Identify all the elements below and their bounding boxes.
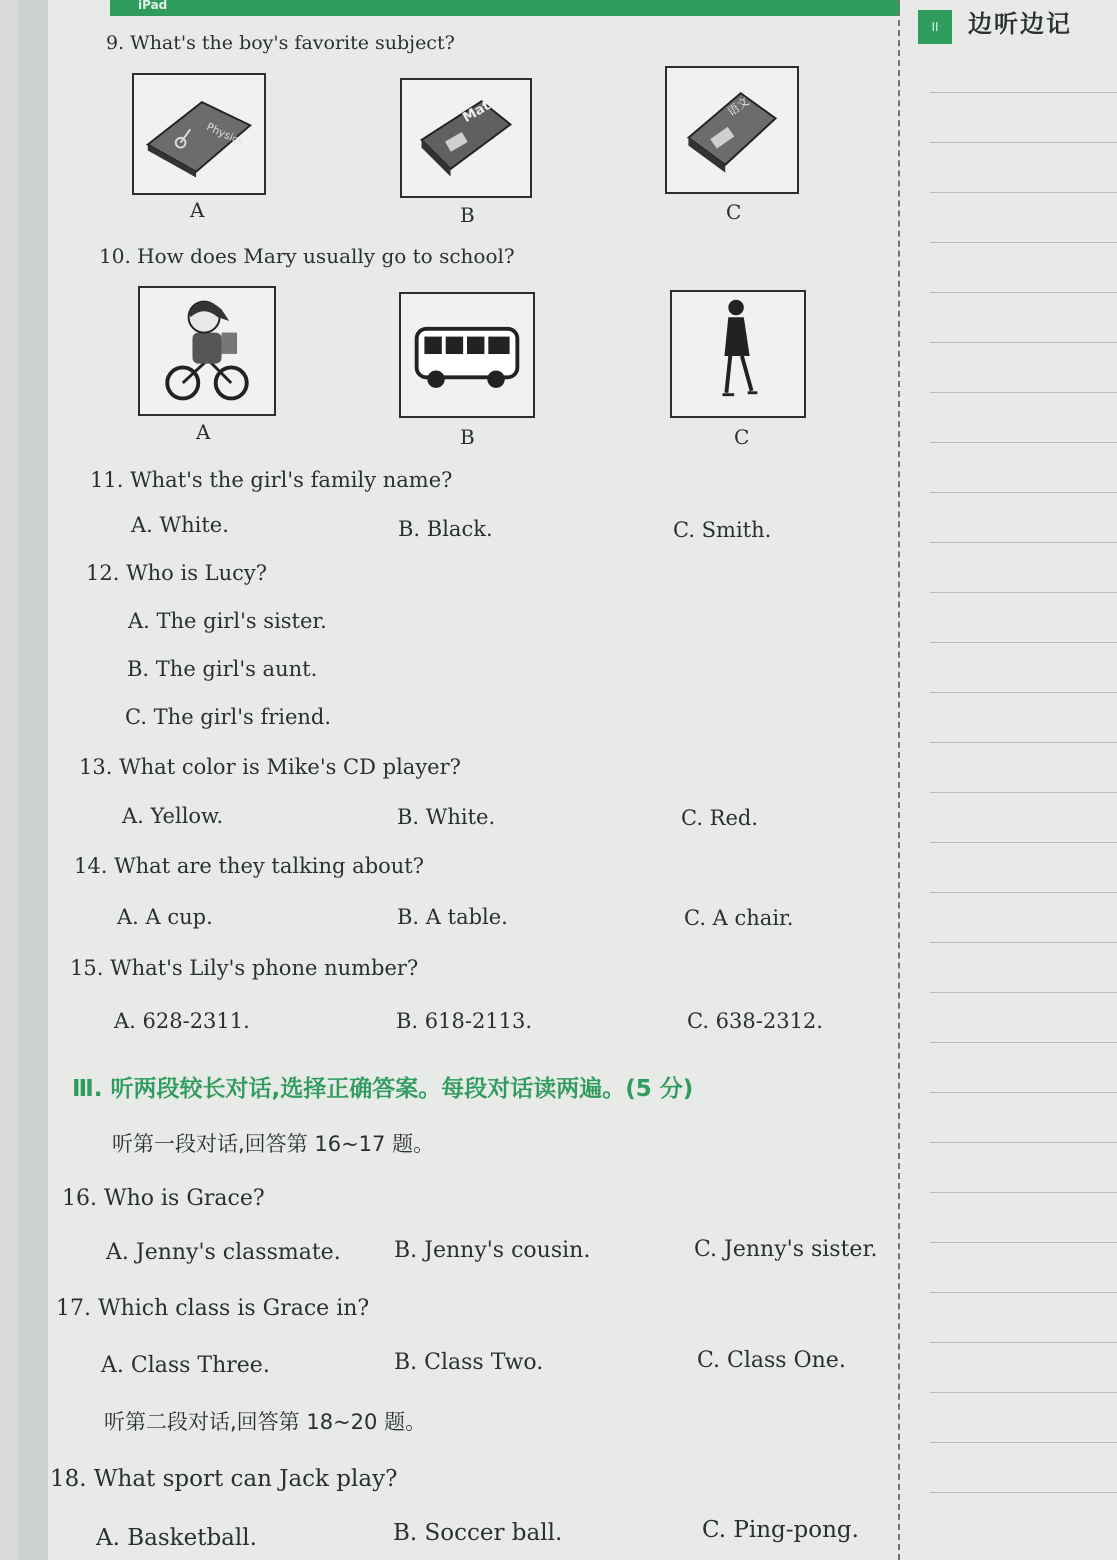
note-line xyxy=(930,242,1117,243)
q14-option-c: C. A chair. xyxy=(684,906,794,930)
note-line xyxy=(930,92,1117,93)
chinese-book-icon xyxy=(667,68,797,192)
q16-option-a: A. Jenny's classmate. xyxy=(106,1240,341,1265)
section-3-title: Ⅲ. 听两段较长对话,选择正确答案。每段对话读两遍。(5 分) xyxy=(72,1076,694,1102)
q17-option-b: B. Class Two. xyxy=(394,1350,544,1375)
q12-option-b: B. The girl's aunt. xyxy=(127,657,318,681)
note-line xyxy=(930,1042,1117,1043)
note-line xyxy=(930,692,1117,693)
q18-option-a: A. Basketball. xyxy=(96,1525,257,1551)
device-label: iPad xyxy=(138,0,168,12)
notes-header xyxy=(918,4,1117,42)
q13-option-b: B. White. xyxy=(397,805,496,829)
note-line xyxy=(930,1092,1117,1093)
note-line xyxy=(930,1142,1117,1143)
question-10: 10. How does Mary usually go to school? xyxy=(99,244,515,268)
question-17: 17. Which class is Grace in? xyxy=(56,1296,370,1321)
q17-option-a: A. Class Three. xyxy=(101,1353,270,1378)
note-line xyxy=(930,742,1117,743)
note-line xyxy=(930,1292,1117,1293)
note-line xyxy=(930,992,1117,993)
question-18: 18. What sport can Jack play? xyxy=(50,1466,398,1492)
q9-option-b-picture xyxy=(400,78,532,198)
q12-option-c: C. The girl's friend. xyxy=(125,705,332,729)
question-12: 12. Who is Lucy? xyxy=(86,561,268,585)
q9-label-c: C xyxy=(726,200,742,224)
question-13: 13. What color is Mike's CD player? xyxy=(79,755,461,779)
q10-option-a-picture xyxy=(138,286,276,416)
page-gutter xyxy=(18,0,48,1560)
walking-person-icon xyxy=(672,292,804,416)
math-book-title: Math xyxy=(460,92,502,126)
q15-option-a: A. 628-2311. xyxy=(114,1009,250,1033)
q10-option-b-picture xyxy=(399,292,535,418)
q12-option-a: A. The girl's sister. xyxy=(128,609,327,633)
q10-option-c-picture xyxy=(670,290,806,418)
question-16: 16. Who is Grace? xyxy=(62,1186,265,1211)
note-line xyxy=(930,642,1117,643)
math-book-icon xyxy=(402,80,530,196)
note-line xyxy=(930,1192,1117,1193)
q15-option-b: B. 618-2113. xyxy=(396,1009,533,1033)
note-line xyxy=(930,592,1117,593)
question-14: 14. What are they talking about? xyxy=(74,854,424,878)
q14-option-a: A. A cup. xyxy=(117,905,213,929)
section-3-part-1: 听第一段对话,回答第 16~17 题。 xyxy=(112,1132,435,1156)
question-15: 15. What's Lily's phone number? xyxy=(70,956,419,980)
header-bar xyxy=(110,0,900,16)
note-line xyxy=(930,342,1117,343)
note-line xyxy=(930,1342,1117,1343)
q9-option-c-picture xyxy=(665,66,799,194)
note-line xyxy=(930,292,1117,293)
worksheet-page xyxy=(18,0,1117,1560)
q18-option-c: C. Ping-pong. xyxy=(702,1517,859,1543)
note-line xyxy=(930,1392,1117,1393)
physics-book-icon xyxy=(134,75,264,193)
note-line xyxy=(930,442,1117,443)
note-line xyxy=(930,792,1117,793)
notes-badge: II xyxy=(918,10,952,44)
note-line xyxy=(930,1442,1117,1443)
q16-option-b: B. Jenny's cousin. xyxy=(394,1238,591,1263)
note-line xyxy=(930,1242,1117,1243)
note-line xyxy=(930,192,1117,193)
q11-option-b: B. Black. xyxy=(398,517,493,541)
girl-riding-bike-icon xyxy=(140,288,274,414)
note-line xyxy=(930,492,1117,493)
section-3-part-2: 听第二段对话,回答第 18~20 题。 xyxy=(104,1410,427,1434)
question-11: 11. What's the girl's family name? xyxy=(90,468,453,492)
q13-option-c: C. Red. xyxy=(681,806,759,830)
note-line xyxy=(930,892,1117,893)
q18-option-b: B. Soccer ball. xyxy=(393,1520,563,1546)
bus-icon xyxy=(401,294,533,416)
q9-label-b: B xyxy=(460,203,475,227)
question-9: 9. What's the boy's favorite subject? xyxy=(106,32,455,54)
notes-title: 边听边记 xyxy=(968,10,1072,38)
q10-label-a: A xyxy=(196,420,211,444)
q16-option-c: C. Jenny's sister. xyxy=(694,1237,878,1262)
q10-label-c: C xyxy=(734,425,750,449)
note-line xyxy=(930,842,1117,843)
q15-option-c: C. 638-2312. xyxy=(687,1009,823,1033)
q10-label-b: B xyxy=(460,425,475,449)
note-line xyxy=(930,542,1117,543)
q17-option-c: C. Class One. xyxy=(697,1348,846,1373)
q9-label-a: A xyxy=(190,198,205,222)
note-line xyxy=(930,142,1117,143)
q11-option-c: C. Smith. xyxy=(673,518,772,542)
note-line xyxy=(930,942,1117,943)
note-line xyxy=(930,392,1117,393)
q11-option-a: A. White. xyxy=(131,513,229,537)
q9-option-a-picture xyxy=(132,73,266,195)
notes-divider xyxy=(898,0,900,1560)
physics-book-title: Physics xyxy=(204,120,246,149)
q14-option-b: B. A table. xyxy=(397,905,508,929)
note-line xyxy=(930,1492,1117,1493)
chinese-book-title: 语文 xyxy=(724,94,752,119)
q13-option-a: A. Yellow. xyxy=(122,804,224,828)
